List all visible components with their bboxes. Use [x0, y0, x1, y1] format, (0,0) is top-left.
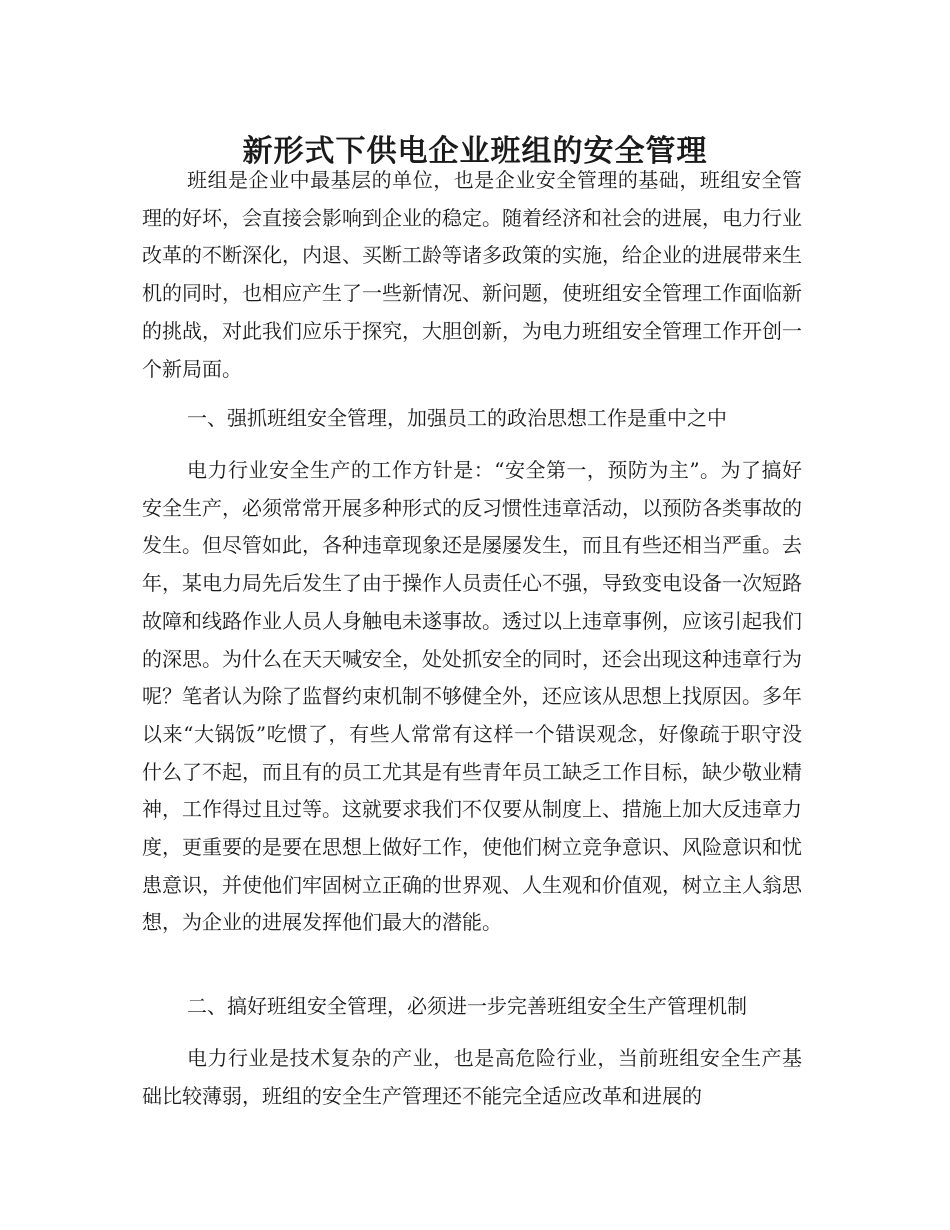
section-1-heading: 一、强抓班组安全管理，加强员工的政治思想工作是重中之中 [187, 406, 727, 430]
section-1-paragraph: 电力行业安全生产的工作方针是：“安全第一，预防为主”。为了搞好安全生产，必须常常开展多种形式的反习惯性违章活动，以预防各类事故的发生。但尽管如此，各种违章现象还是屡屡发生，而且有些还相当严重。去年，某电力局先后发生了由于操作人员责任心不强，导致变电设备一次短路故障和线路作业人员人身触电未遂事故。透过以上违章事例，应该引起我们的深思。为什么在天天喊安全，处处抓安全的同时，还会出现这种违章行为呢？笔者认为除了监督约束机制不够健全外，还应该从思想上找原因。多年以来“大锅饭”吃惯了，有些人常常有这样一个错误观念，好像疏于职守没什么了不起，而且有的员工尤其是有些青年员工缺乏工作目标，缺少敬业精神，工作得过且过等。这就要求我们不仅要从制度上、措施上加大反违章力度，更重要的是要在思想上做好工作，使他们树立竞争意识、风险意识和忧患意识，并使他们牢固树立正确的世界观、人生观和价值观，树立主人翁思想，为企业的进展发挥他们最大的潜能。 [142, 458, 802, 935]
intro-paragraph: 班组是企业中最基层的单位，也是企业安全管理的基础，班组安全管理的好坏，会直接会影响到企业的稳定。随着经济和社会的进展，电力行业改革的不断深化，内退、买断工龄等诸多政策的实施，给企业的进展带来生机的同时，也相应产生了一些新情况、新问题，使班组安全管理工作面临新的挑战，对此我们应乐于探究，大胆创新，为电力班组安全管理工作开创一个新局面。 [142, 168, 802, 381]
section-2-paragraph: 电力行业是技术复杂的产业，也是高危险行业，当前班组安全生产基础比较薄弱，班组的安全生产管理还不能完全适应改革和进展的 [142, 1046, 802, 1108]
section-2-heading: 二、搞好班组安全管理，必须进一步完善班组安全生产管理机制 [187, 994, 747, 1018]
document-title: 新形式下供电企业班组的安全管理 [242, 134, 708, 170]
